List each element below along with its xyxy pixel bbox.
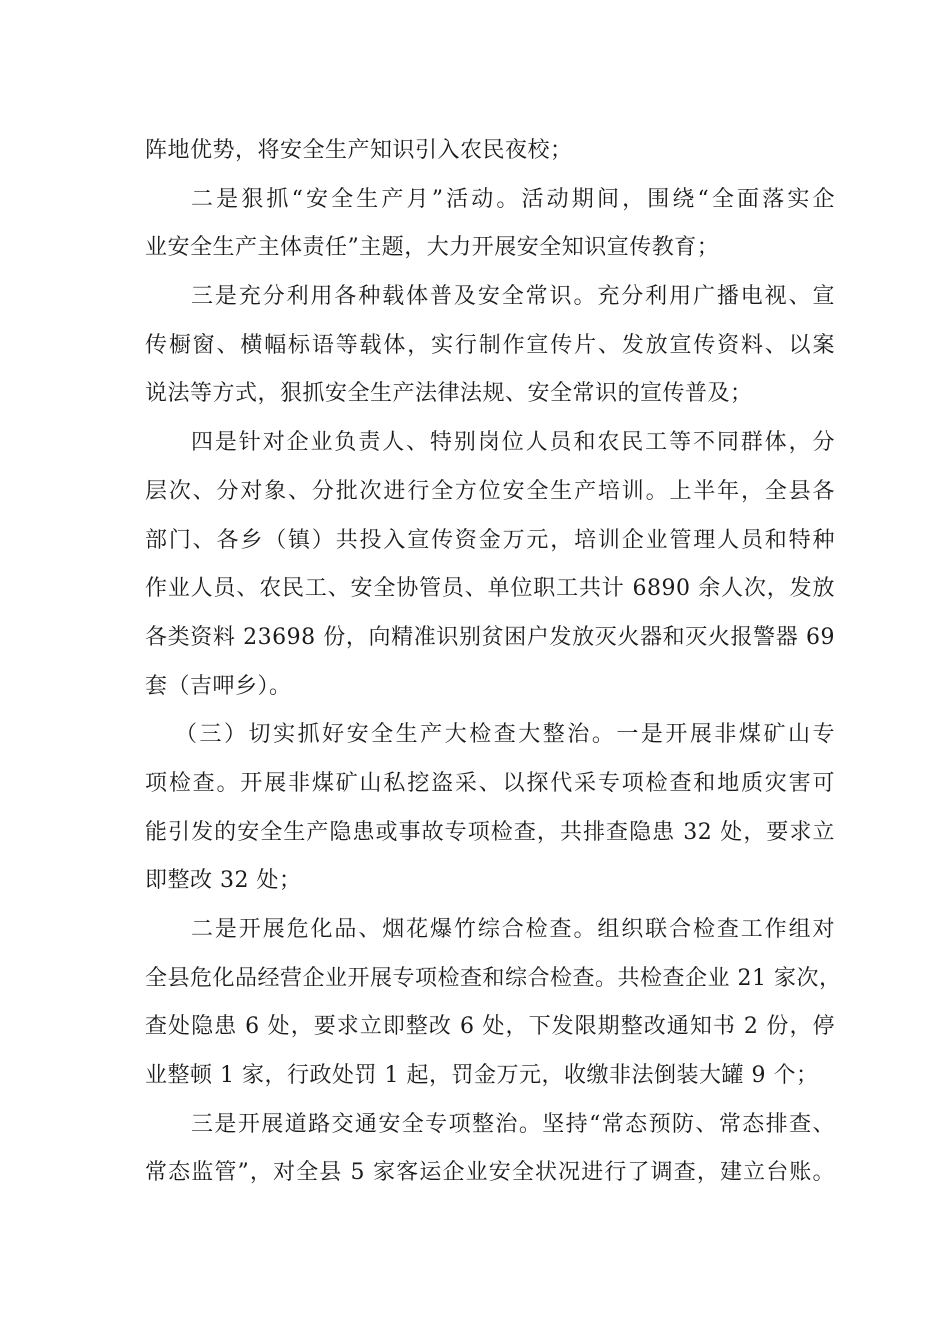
body-text (145, 127, 842, 1198)
text-line: 业安全生产主体责任”主题，大力开展安全知识宣传教育； (145, 235, 720, 261)
text-line: 三是充分利用各种载体普及安全常识。充分利用广播电视、宣 (191, 284, 835, 310)
text-line: 项检查。开展非煤矿山私挖盗采、以探代采专项检查和地质灾害可 (145, 770, 835, 796)
text-line: 四是针对企业负责人、特别岗位人员和农民工等不同群体，分 (191, 430, 835, 456)
text-line: 说法等方式，狠抓安全生产法律法规、安全常识的宣传普及； (145, 381, 753, 407)
text-line: 作业人员、农民工、安全协管员、单位职工共计 6890 余人次，发放 (145, 576, 835, 602)
text-line: 二是开展危化品、烟花爆竹综合检查。组织联合检查工作组对 (191, 917, 835, 942)
text-line: 三是开展道路交通安全专项整治。坚持“常态预防、常态排查、 (191, 1111, 835, 1137)
text-line: 传橱窗、横幅标语等载体，实行制作宣传片、发放宣传资料、以案 (145, 332, 835, 358)
text-line: 即整改 32 处； (145, 868, 302, 894)
text-line: 查处隐患 6 处，要求立即整改 6 处，下发限期整改通知书 2 份，停 (145, 1014, 835, 1040)
text-line: 套（吉呷乡）。 (145, 673, 292, 699)
text-line: 部门、各乡（镇）共投入宣传资金万元，培训企业管理人员和特种 (145, 527, 835, 553)
text-line: 各类资料 23698 份，向精准识别贫困户发放灭火器和灭火报警器 69 (145, 624, 835, 650)
section-heading-line: （三）切实抓好安全生产大检查大整治。一是开展非煤矿山专 (175, 722, 835, 748)
text-line: 全县危化品经营企业开展专项检查和综合检查。共检查企业 21 家次， (145, 965, 842, 991)
text-line: 常态监管”，对全县 5 家客运企业安全状况进行了调查，建立台账。 (145, 1160, 835, 1186)
text-line: 二是狠抓“安全生产月”活动。活动期间，围绕“全面落实企 (191, 186, 835, 212)
text-line: 业整顿 1 家，行政处罚 1 起，罚金万元，收缴非法倒装大罐 9 个； (145, 1063, 819, 1089)
text-line: 能引发的安全生产隐患或事故专项检查，共排查隐患 32 处，要求立 (145, 819, 835, 845)
text-line: 层次、分对象、分批次进行全方位安全生产培训。上半年，全县各 (145, 478, 835, 504)
text-line: 阵地优势，将安全生产知识引入农民夜校； (145, 138, 573, 163)
